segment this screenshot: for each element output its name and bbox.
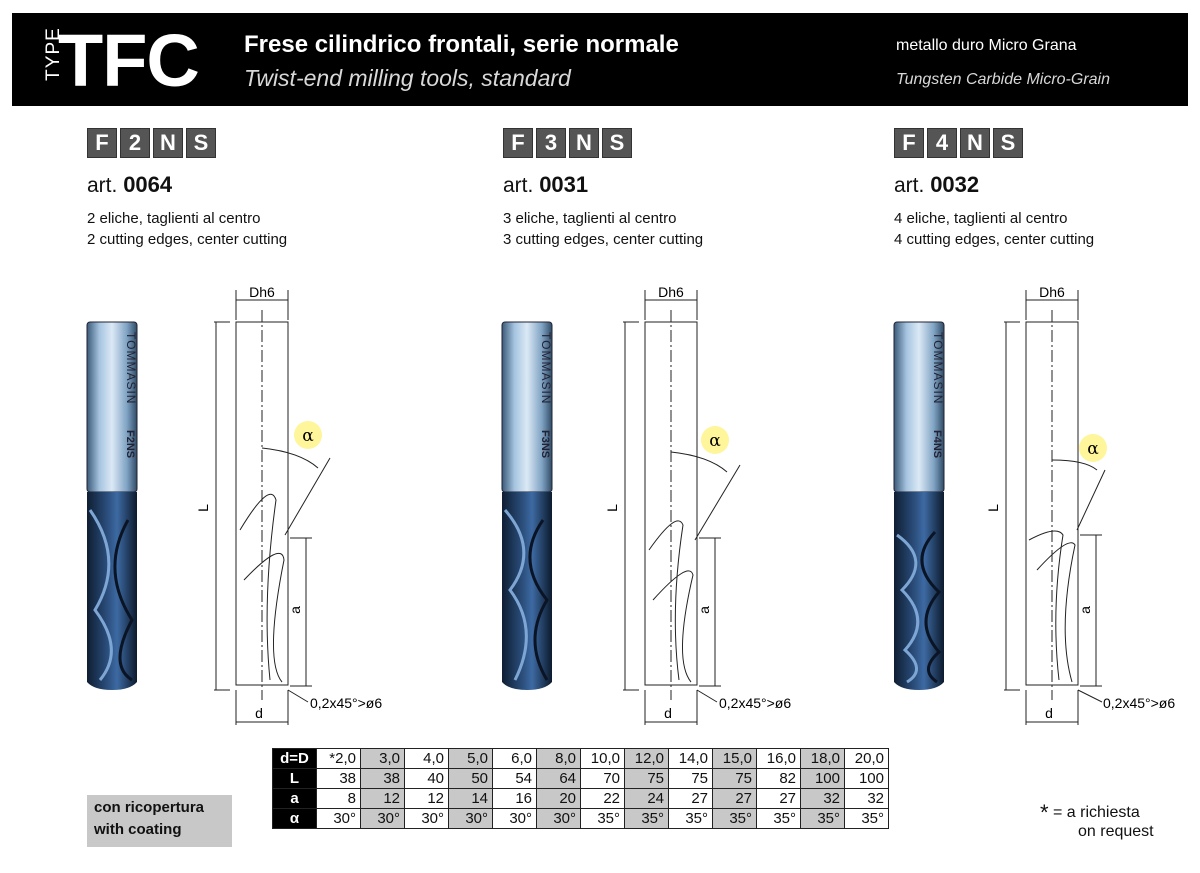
table-cell: 24 — [625, 789, 669, 809]
technical-drawing — [214, 290, 330, 725]
code-letter: N — [569, 128, 599, 158]
table-cell: 16,0 — [757, 749, 801, 769]
description-italian: 2 eliche, taglienti al centro — [87, 210, 261, 227]
tool-photo — [87, 322, 138, 690]
table-cell: 64 — [537, 769, 581, 789]
tool-brand: TOMMASIN — [931, 332, 945, 405]
code-letter: S — [186, 128, 216, 158]
table-row — [273, 749, 889, 769]
shank-label: Dh6 — [249, 284, 275, 300]
code-letter: F — [894, 128, 924, 158]
table-cell: 3,0 — [361, 749, 405, 769]
diameter-label: d — [255, 705, 263, 721]
table-cell: 30° — [317, 809, 361, 829]
product-code — [894, 128, 1200, 158]
technical-drawing — [623, 290, 740, 725]
specifications-table — [272, 748, 889, 829]
table-cell: 12 — [361, 789, 405, 809]
article-number — [894, 172, 1200, 198]
table-row — [273, 769, 889, 789]
description-italian: 4 eliche, taglienti al centro — [894, 210, 1068, 227]
product-description — [503, 208, 833, 250]
tool-code: F2NS — [124, 430, 136, 459]
table-cell: 20,0 — [845, 749, 889, 769]
product-code — [503, 128, 833, 158]
table-cell: 27 — [669, 789, 713, 809]
note-english: on request — [1078, 823, 1154, 840]
table-row — [273, 789, 889, 809]
table-cell: 35° — [625, 809, 669, 829]
description-italian: 3 eliche, taglienti al centro — [503, 210, 677, 227]
product-description — [894, 208, 1200, 250]
row-label: L — [273, 769, 317, 789]
table-cell: 27 — [757, 789, 801, 809]
description-english: 2 cutting edges, center cutting — [87, 231, 288, 248]
description-english: 3 cutting edges, center cutting — [503, 231, 704, 248]
shank-label: Dh6 — [1039, 284, 1065, 300]
alpha-label: α — [709, 431, 721, 451]
code-letter: S — [602, 128, 632, 158]
cut-length-label: a — [287, 606, 303, 614]
length-label: L — [195, 504, 211, 512]
table-cell: 35° — [669, 809, 713, 829]
product-block-f2ns — [87, 128, 417, 250]
material-italian: metallo duro Micro Grana — [896, 37, 1077, 54]
alpha-label: α — [1087, 439, 1099, 459]
chamfer-label: 0,2x45°>ø6 — [719, 695, 792, 711]
on-request-note — [1040, 800, 1154, 841]
article-value: 0031 — [539, 172, 589, 197]
chamfer-label: 0,2x45°>ø6 — [310, 695, 383, 711]
table-cell: 35° — [801, 809, 845, 829]
table-cell: *2,0 — [317, 749, 361, 769]
table-cell: 18,0 — [801, 749, 845, 769]
length-label: L — [985, 504, 1001, 512]
code-letter: S — [993, 128, 1023, 158]
table-row — [273, 809, 889, 829]
length-label: L — [604, 504, 620, 512]
table-cell: 14 — [449, 789, 493, 809]
table-cell: 30° — [405, 809, 449, 829]
article-prefix: art. — [87, 174, 118, 197]
code-letter: F — [503, 128, 533, 158]
product-code — [87, 128, 417, 158]
cut-length-label: a — [696, 606, 712, 614]
tool-code: F4NS — [931, 430, 943, 459]
drawing-group-f4ns — [894, 284, 1175, 725]
table-cell: 30° — [449, 809, 493, 829]
code-letter: N — [153, 128, 183, 158]
diameter-label: d — [664, 705, 672, 721]
description-english: 4 cutting edges, center cutting — [894, 231, 1095, 248]
table-cell: 5,0 — [449, 749, 493, 769]
table-cell: 27 — [713, 789, 757, 809]
table-cell: 50 — [449, 769, 493, 789]
table-cell: 8,0 — [537, 749, 581, 769]
code-letter: F — [87, 128, 117, 158]
table-cell: 30° — [537, 809, 581, 829]
coating-italian: con ricopertura — [94, 799, 205, 816]
table-cell: 35° — [845, 809, 889, 829]
note-italian: = a richiesta — [1053, 804, 1140, 821]
drawing-group-f3ns — [502, 284, 791, 725]
material-english: Tungsten Carbide Micro-Grain — [896, 71, 1111, 88]
tool-drawings — [0, 270, 1200, 740]
table-cell: 12,0 — [625, 749, 669, 769]
chamfer-label: 0,2x45°>ø6 — [1103, 695, 1176, 711]
alpha-label: α — [302, 426, 314, 446]
header-bar — [12, 13, 1188, 106]
table-cell: 54 — [493, 769, 537, 789]
table-cell: 14,0 — [669, 749, 713, 769]
table-cell: 12 — [405, 789, 449, 809]
table-cell: 32 — [801, 789, 845, 809]
table-cell: 82 — [757, 769, 801, 789]
type-label: TYPE — [43, 27, 64, 81]
article-number — [503, 172, 833, 198]
coating-english: with coating — [94, 821, 182, 838]
table-cell: 15,0 — [713, 749, 757, 769]
table-cell: 38 — [317, 769, 361, 789]
table-cell: 100 — [801, 769, 845, 789]
code-letter: 4 — [927, 128, 957, 158]
table-cell: 16 — [493, 789, 537, 809]
product-block-f4ns — [894, 128, 1200, 250]
coating-label — [87, 795, 232, 847]
code-letter: 2 — [120, 128, 150, 158]
tool-photo — [502, 322, 553, 690]
product-block-f3ns — [503, 128, 833, 250]
table-cell: 75 — [713, 769, 757, 789]
table-cell: 30° — [493, 809, 537, 829]
table-cell: 75 — [625, 769, 669, 789]
table-cell: 35° — [581, 809, 625, 829]
tool-brand: TOMMASIN — [539, 332, 553, 405]
table-cell: 20 — [537, 789, 581, 809]
table-cell: 30° — [361, 809, 405, 829]
table-cell: 40 — [405, 769, 449, 789]
row-label: d=D — [273, 749, 317, 769]
shank-label: Dh6 — [658, 284, 684, 300]
table-cell: 100 — [845, 769, 889, 789]
technical-drawing — [1004, 290, 1105, 725]
article-value: 0064 — [123, 172, 173, 197]
tool-code: F3NS — [539, 430, 551, 459]
title-english: Twist-end milling tools, standard — [244, 65, 571, 91]
table-cell: 10,0 — [581, 749, 625, 769]
asterisk: * — [1040, 800, 1049, 825]
table-cell: 4,0 — [405, 749, 449, 769]
cut-length-label: a — [1077, 606, 1093, 614]
row-label: a — [273, 789, 317, 809]
table-cell: 70 — [581, 769, 625, 789]
product-description — [87, 208, 417, 250]
tool-brand: TOMMASIN — [124, 332, 138, 405]
table-cell: 38 — [361, 769, 405, 789]
table-cell: 6,0 — [493, 749, 537, 769]
code-letter: N — [960, 128, 990, 158]
code-letter: 3 — [536, 128, 566, 158]
tool-photo — [894, 322, 945, 690]
article-prefix: art. — [894, 174, 925, 197]
title-italian: Frese cilindrico frontali, serie normale — [244, 31, 679, 58]
table-cell: 22 — [581, 789, 625, 809]
article-value: 0032 — [930, 172, 980, 197]
table-cell: 35° — [713, 809, 757, 829]
article-number — [87, 172, 417, 198]
diameter-label: d — [1045, 705, 1053, 721]
row-label: α — [273, 809, 317, 829]
drawing-group-f2ns — [87, 284, 382, 725]
table-cell: 8 — [317, 789, 361, 809]
table-cell: 75 — [669, 769, 713, 789]
series-code: TFC — [58, 19, 199, 102]
article-prefix: art. — [503, 174, 534, 197]
table-cell: 35° — [757, 809, 801, 829]
table-cell: 32 — [845, 789, 889, 809]
